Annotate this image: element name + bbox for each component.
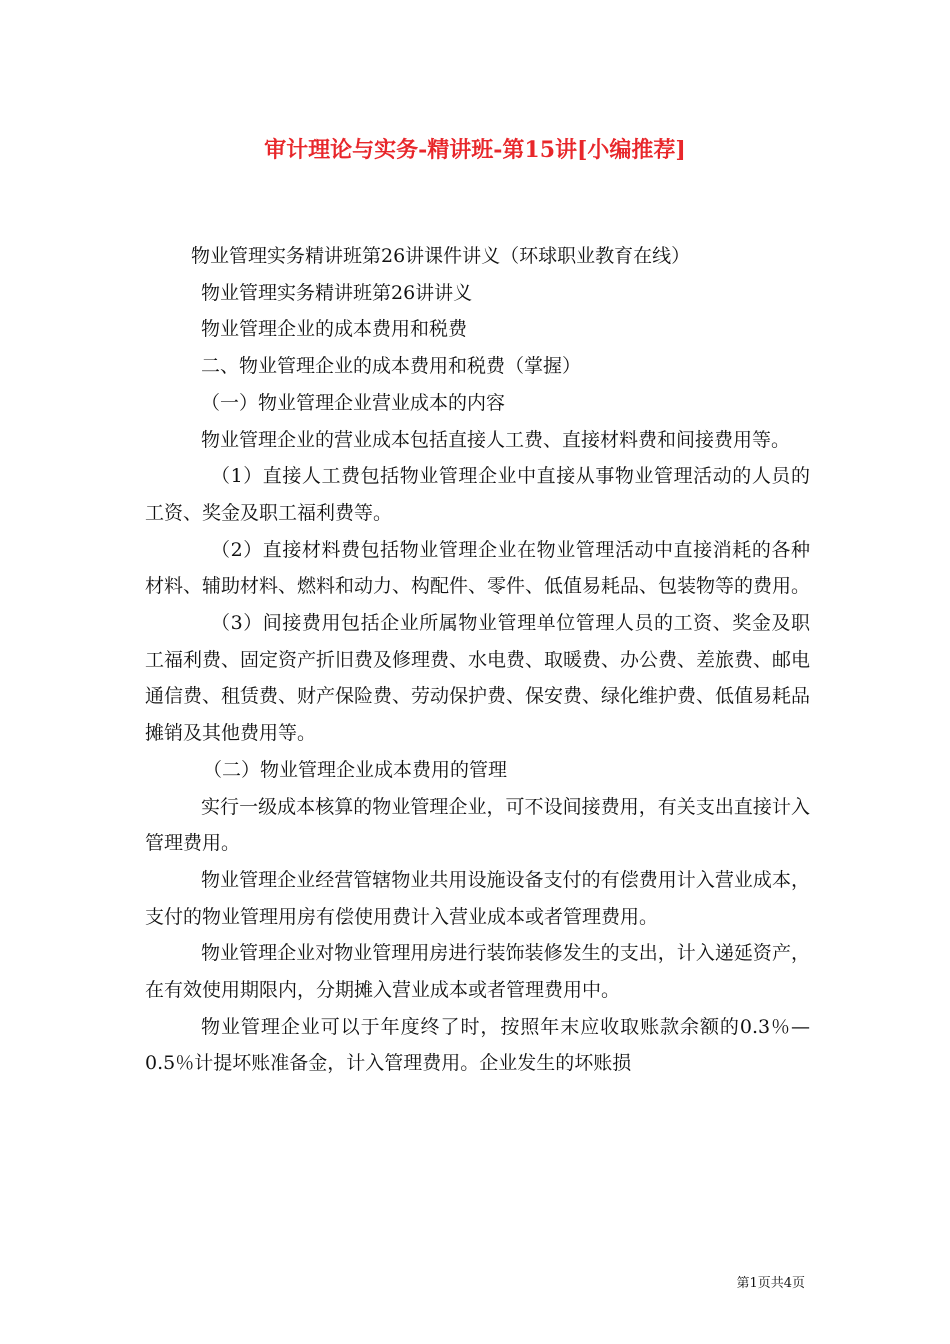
paragraph-operating-cost: 物业管理企业的营业成本包括直接人工费、直接材料费和间接费用等。 [201,428,791,451]
subsection-heading-2: （二）物业管理企业成本费用的管理 [203,758,508,781]
page-number: 第1页共4页 [736,1276,805,1291]
document-body [145,238,810,1082]
subsection-heading-1: （一）物业管理企业营业成本的内容 [201,391,506,414]
document-title: 审计理论与实务-精讲班-第15讲[小编推荐] [264,137,686,163]
paragraph-direct-labor: （1）直接人工费包括物业管理企业中直接从事物业管理活动的人员的工资、奖金及职工福利费等。 [145,465,810,524]
paragraph-single-level-accounting: 实行一级成本核算的物业管理企业，可不设间接费用，有关支出直接计入管理费用。 [145,795,810,855]
paragraph-lecture-notes: 物业管理实务精讲班第26讲讲义 [201,281,473,304]
paragraph-lecture-heading: 物业管理实务精讲班第26讲课件讲义（环球职业教育在线） [191,245,691,267]
paragraph-indirect-costs: （3）间接费用包括企业所属物业管理单位管理人员的工资、奖金及职工福利费、固定资产折旧费及修理费、水电费、取暖费、办公费、差旅费、邮电通信费、租赁费、财产保险费、劳动保护费、保安费、绿化维护费、低值易耗品摊销及其他费用等。 [145,612,811,745]
section-heading-2: 二、物业管理企业的成本费用和税费（掌握） [201,355,582,378]
paragraph-renovation: 物业管理企业对物业管理用房进行装饰装修发生的支出，计入递延资产，在有效使用期限内，分期摊入营业成本或者管理费用中。 [145,942,810,1002]
paragraph-bad-debt: 物业管理企业可以于年度终了时，按照年末应收取账款余额的0.3％—0.5％计提坏账准备金，计入管理费用。企业发生的坏账损 [145,1015,810,1075]
paragraph-topic: 物业管理企业的成本费用和税费 [201,318,468,341]
paragraph-shared-facilities: 物业管理企业经营管辖物业共用设施设备支付的有偿费用计入营业成本，支付的物业管理用房有偿使用费计入营业成本或者管理费用。 [145,868,810,928]
paragraph-direct-materials: （2）直接材料费包括物业管理企业在物业管理活动中直接消耗的各种材料、辅助材料、燃料和动力、构配件、零件、低值易耗品、包装物等的费用。 [145,538,811,598]
